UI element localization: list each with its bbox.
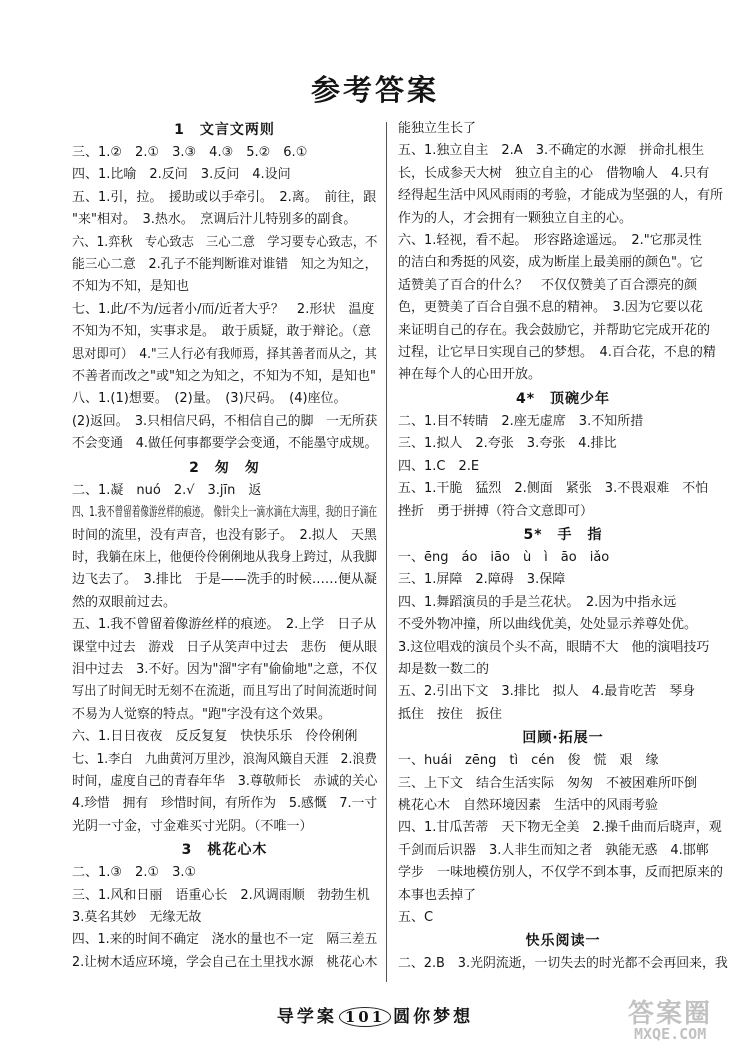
answer-line: 泪中过去 3.不好。因为"溜"字有"偷偷地"之意，不仅 (72, 661, 378, 677)
answer-line: 四、1.比喻 2.反问 3.反问 4.设问 (72, 167, 291, 183)
answer-line: 三、1.风和日丽 语重心长 2.风调雨顺 勃勃生机 (72, 887, 370, 903)
answer-line: 不易为人觉察的特点。"跑"字没有这个效果。 (72, 706, 331, 722)
answer-line: 三、1.屏障 2.障碍 3.保障 (398, 572, 566, 588)
answer-line: 3.莫名其妙 无缘无故 (72, 910, 202, 925)
answer-line: 四、1.舞蹈演员的手是兰花状。 2.因为中指永远 (398, 594, 677, 610)
answer-line: 课堂中过去 游戏 日子从笑声中过去 悲伤 便从眼 (72, 639, 378, 655)
answer-line: 长，长成参天大树 独立自主的心 借物喻人 4.只有 (398, 165, 710, 181)
answer-line: 来证明自己的存在。我会鼓励它，并帮助它完成开花的 (398, 322, 711, 338)
answer-line: 三、1.② 2.① 3.③ 4.③ 5.② 6.① (72, 145, 308, 160)
answer-column-right (398, 118, 728, 976)
answer-line: 二、1.③ 2.① 3.① (72, 865, 197, 881)
answer-line: 能独立生长了 (398, 121, 477, 136)
watermark-text: 答案圈 (628, 999, 713, 1029)
watermark-url: MXQE.COM (634, 1025, 707, 1043)
answer-line: 不知为不知，是知也 (72, 279, 190, 295)
answer-line: 本事也丢掉了 (398, 887, 477, 903)
answer-line: 五、1.引，拉。 援助或以手牵引。 2.离。 前往，跟 (72, 189, 377, 205)
answer-line: 不知为不知，实事求是。 敢于质疑，敢于辩论。（意 (72, 324, 372, 340)
answer-line: 能三心二意 2.孔子不能判断谁对谁错 知之为知之， (72, 257, 378, 273)
answer-line: 四、1.我不曾留着像游丝样的痕迹。 像针尖上一滴水滴在大海里，我的日子滴在 (72, 505, 377, 521)
answer-line: 然的双眼前过去。 (72, 594, 177, 610)
answer-line: 七、1.李白 九曲黄河万里沙，浪淘风簸自天涯 2.浪费 (72, 751, 377, 767)
answer-line: 一、ēng áo iāo ù ì āo iǎo (398, 549, 610, 565)
answer-line: 二、1.凝 nuó 2.√ 3.jīn 返 (72, 482, 262, 498)
answer-line: 二、1.目不转睛 2.座无虚席 3.不知所措 (398, 413, 644, 429)
answer-line: 却是数一数二的 (398, 661, 490, 677)
answer-line: 三、上下文 结合生活实际 匆匆 不被困难所吓倒 (398, 775, 698, 791)
answer-line: 适赞美了百合的什么？ 不仅仅赞美了百合漂亮的颜 (398, 277, 698, 293)
answer-line: 八、1.(1)想要。 (2)量。 (3)尺码。 (4)座位。 (72, 391, 347, 407)
section-heading: 4* 顶碗少年 (515, 390, 611, 407)
answer-line: 一、huái zēng tì cén 俊 慌 艰 缘 (398, 753, 659, 769)
answer-line: 六、1.日日夜夜 反反复复 快快乐乐 伶伶俐俐 (72, 729, 358, 745)
answer-line: 时，我躺在床上，他便伶伶俐俐地从我身上跨过，从我脚 (72, 549, 378, 565)
page-title: 参考答案 (310, 73, 439, 107)
answer-line: 桃花心木 自然环境因素 生活中的风雨考验 (398, 797, 659, 813)
answer-line: 四、1.C 2.E (398, 458, 480, 474)
answer-line: 二、2.B 3.光阴流逝，一切失去的时光都不会再回来，我 (398, 956, 728, 972)
answer-line: 三、1.拟人 2.夸张 3.夸张 4.排比 (398, 436, 617, 452)
answer-line: 不善者而改之"或"知之为知之，不知为不知，是知也" (72, 369, 376, 385)
section-heading: 快乐阅读一 (525, 933, 601, 950)
section-heading: 1 文言文两则 (174, 122, 275, 138)
answer-line: 五、C (398, 910, 434, 925)
section-heading: 3 桃花心木 (181, 842, 268, 859)
answer-line: 时间的流里，没有声音，也没有影子。 2.拟人 天黑 (72, 527, 377, 543)
page-number: 101 (339, 1007, 391, 1027)
answer-line: 四、1.甘瓜苦蒂 天下物无全美 2.操千曲而后晓声，观 (398, 820, 722, 836)
answer-line: 不会变通 4.做任何事都要学会变通，不能墨守成规。 (72, 436, 378, 452)
answer-line: 4.珍惜 拥有 珍惜时间，有所作为 5.感慨 7.一寸 (72, 796, 378, 812)
answer-line: 的洁白和秀挺的风姿，成为断崖上最美丽的颜色"。它 (398, 255, 703, 271)
answer-line: 色，更赞美了百合自强不息的精神。 3.因为它要以花 (398, 300, 703, 316)
answer-line: 五、1.独立自主 2.A 3.不确定的水源 拼命扎根生 (398, 143, 705, 159)
footer-right-text: 圆你梦想 (393, 1007, 474, 1027)
answer-line: 五、1.干脆 猛烈 2.侧面 紧张 3.不畏艰难 不怕 (398, 481, 709, 497)
section-heading: 5* 手 指 (523, 526, 603, 543)
answer-line: 写出了时间无时无刻不在流逝，而且写出了时间流逝时间 (72, 684, 378, 700)
answer-line: 经得起生活中风风雨雨的考验，才能成为坚强的人，有所 (398, 188, 724, 204)
column-divider (386, 122, 387, 982)
answer-line: 千剑而后识器 3.人非生而知之者 孰能无惑 4.邯郸 (398, 842, 709, 858)
answer-line: 六、1.轻视，看不起。 形容路途遥远。 2."它那灵性 (398, 233, 702, 249)
answer-line: 作为的人，才会拥有一颗独立自主的心。 (398, 210, 633, 226)
answer-line: 不受外物冲撞，所以曲线优美，处处显示养尊处优。 (398, 617, 698, 633)
answer-line: 五、2.引出下文 3.排比 拟人 4.最肯吃苦 琴身 (398, 684, 696, 700)
answer-line: 边飞去了。 3.排比 于是——洗手的时候……便从凝 (72, 572, 377, 588)
answer-line: 五、1.我不曾留着像游丝样的痕迹。 2.上学 日子从 (72, 617, 377, 633)
answer-line: 思对即可） 4."三人行必有我师焉，择其善者而从之，其 (72, 346, 377, 362)
answer-line: 七、1.此/不为/远者小/而/近者大乎？ 2.形状 温度 (72, 301, 375, 317)
footer-left-text: 导学案 (276, 1007, 337, 1027)
answer-line: 学步 一味地模仿别人，不仅学不到本事，反而把原来的 (398, 865, 724, 881)
section-heading: 2 匆 匆 (189, 459, 260, 476)
answer-line: 挫折 勇于拼搏（符合文意即可） (398, 503, 594, 519)
answer-line: 时间，虚度自己的青春年华 3.尊敬师长 赤诚的关心 (72, 773, 378, 789)
answer-line: 2.让树木适应环境，学会自己在土里找水源 桃花心木 (72, 954, 378, 970)
answer-line: 过程，让它早日实现自己的梦想。 4.百合花，不息的精 (398, 345, 716, 361)
section-heading: 回顾·拓展一 (522, 730, 604, 747)
answer-line: 抵住 按住 扳住 (398, 706, 503, 722)
answer-line: 六、1.弈秋 专心致志 三心二意 学习要专心致志，不 (72, 234, 378, 250)
answer-column-left (72, 118, 377, 974)
answer-line: 3.这位唱戏的演员个头不高，眼睛不大 他的演唱技巧 (398, 639, 710, 655)
answer-line: 神在每个人的心田开放。 (398, 367, 542, 383)
answer-line: 四、1.来的时间不确定 浇水的量也不一定 隔三差五 (72, 932, 378, 948)
answer-line: "来"相对。 3.热水。 烹调后汁儿特别多的副食。 (72, 212, 357, 228)
answer-line: 光阴一寸金，寸金难买寸光阴。（不唯一） (72, 818, 313, 834)
answer-line: (2)返回。 3.只相信尺码，不相信自己的脚 一无所获 (72, 413, 378, 429)
watermark-logo (624, 993, 742, 1047)
